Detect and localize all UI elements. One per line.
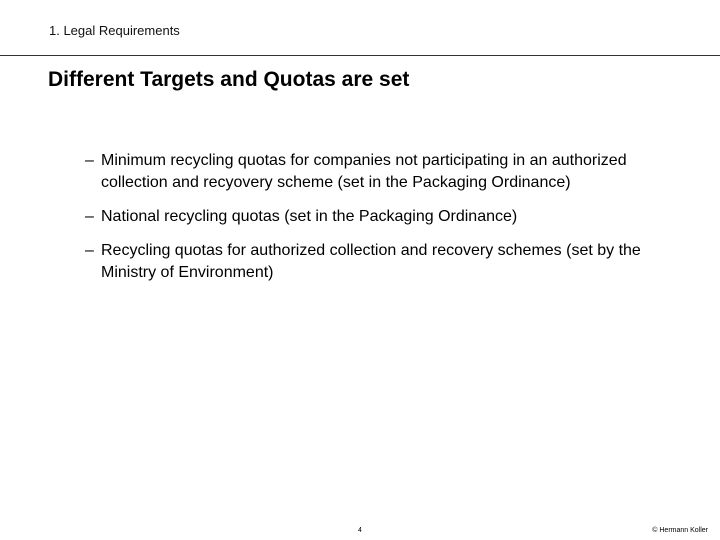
section-label: 1. Legal Requirements <box>49 23 180 38</box>
bullet-text: Recycling quotas for authorized collection and recovery schemes (set by the Ministry of Environment) <box>101 242 641 281</box>
bullet-item <box>85 206 685 228</box>
copyright-notice: © Hermann Koller <box>652 527 708 534</box>
bullet-list <box>85 150 685 296</box>
bullet-dash: – <box>85 242 94 259</box>
bullet-item <box>85 240 665 284</box>
slide-title: Different Targets and Quotas are set <box>48 68 410 91</box>
bullet-dash: – <box>85 152 94 169</box>
bullet-text: National recycling quotas (set in the Packaging Ordinance) <box>101 208 518 225</box>
page-number: 4 <box>358 527 362 534</box>
bullet-item <box>85 150 645 194</box>
bullet-dash: – <box>85 208 94 225</box>
header-divider <box>0 55 720 56</box>
bullet-text: Minimum recycling quotas for companies not participating in an authorized collection and recyovery scheme (set in the Packaging Ordinance) <box>101 152 627 191</box>
